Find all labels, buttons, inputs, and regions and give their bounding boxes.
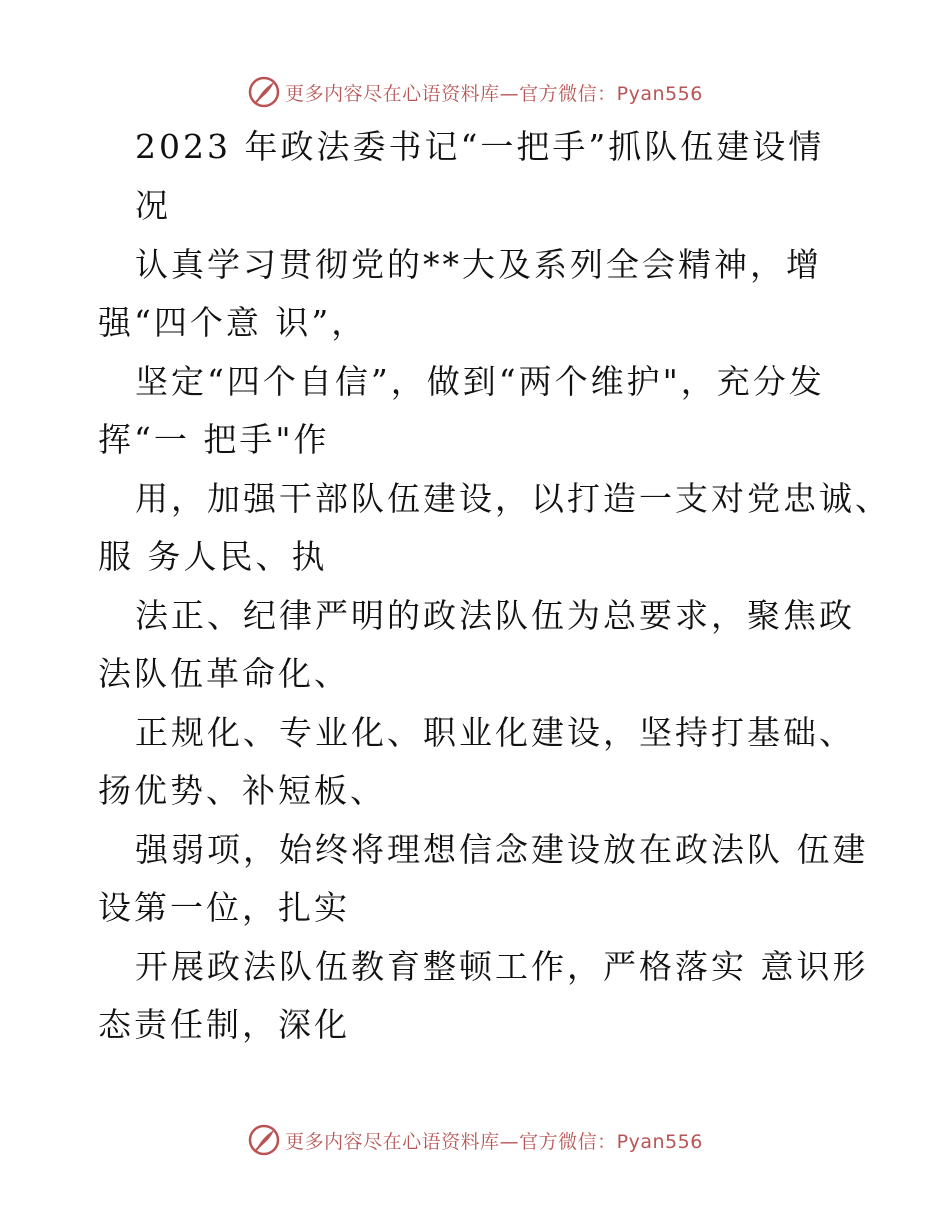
doc-text-line: 强弱项，始终将理想信念建设放在政法队 伍建: [135, 830, 869, 869]
doc-text-line: 法队伍革命化、: [98, 654, 350, 693]
doc-text-line: 开展政法队伍教育整顿工作，严格落实 意识形: [135, 947, 869, 986]
feather-quill-logo-icon: [247, 75, 281, 109]
feather-quill-logo-icon: [247, 1123, 281, 1157]
watermark-text: 更多内容尽在心语资料库—官方微信：Pyan556: [285, 1130, 703, 1153]
doc-title-line-2: 况: [135, 186, 171, 225]
watermark-text: 更多内容尽在心语资料库—官方微信：Pyan556: [285, 82, 703, 105]
doc-text-line: 用，加强干部队伍建设，以打造一支对党忠诚、: [135, 479, 891, 518]
doc-text-line: 扬优势、补短板、: [98, 771, 386, 810]
doc-text-line: 坚定“四个自信”，做到“两个维护"，充分发: [135, 362, 825, 401]
doc-text-line: 法正、纪律严明的政法队伍为总要求，聚焦政: [135, 596, 855, 635]
doc-text-line: 态责任制，深化: [98, 1005, 350, 1044]
doc-text-line: 正规化、专业化、职业化建设，坚持打基础、: [135, 713, 855, 752]
watermark-footer: [0, 1120, 950, 1160]
watermark-header: [0, 72, 950, 112]
doc-text-line: 认真学习贯彻党的**大及系列全会精神，增: [135, 245, 822, 284]
doc-text-line: 设第一位，扎实: [98, 888, 350, 927]
doc-text-line: 强“四个意 识”，: [98, 303, 368, 342]
doc-title-line-1: 2023 年政法委书记“一把手”抓队伍建设情: [135, 127, 825, 166]
doc-text-line: 服 务人民、执: [98, 537, 328, 576]
doc-text-line: 挥“一 把手"作: [98, 420, 330, 459]
